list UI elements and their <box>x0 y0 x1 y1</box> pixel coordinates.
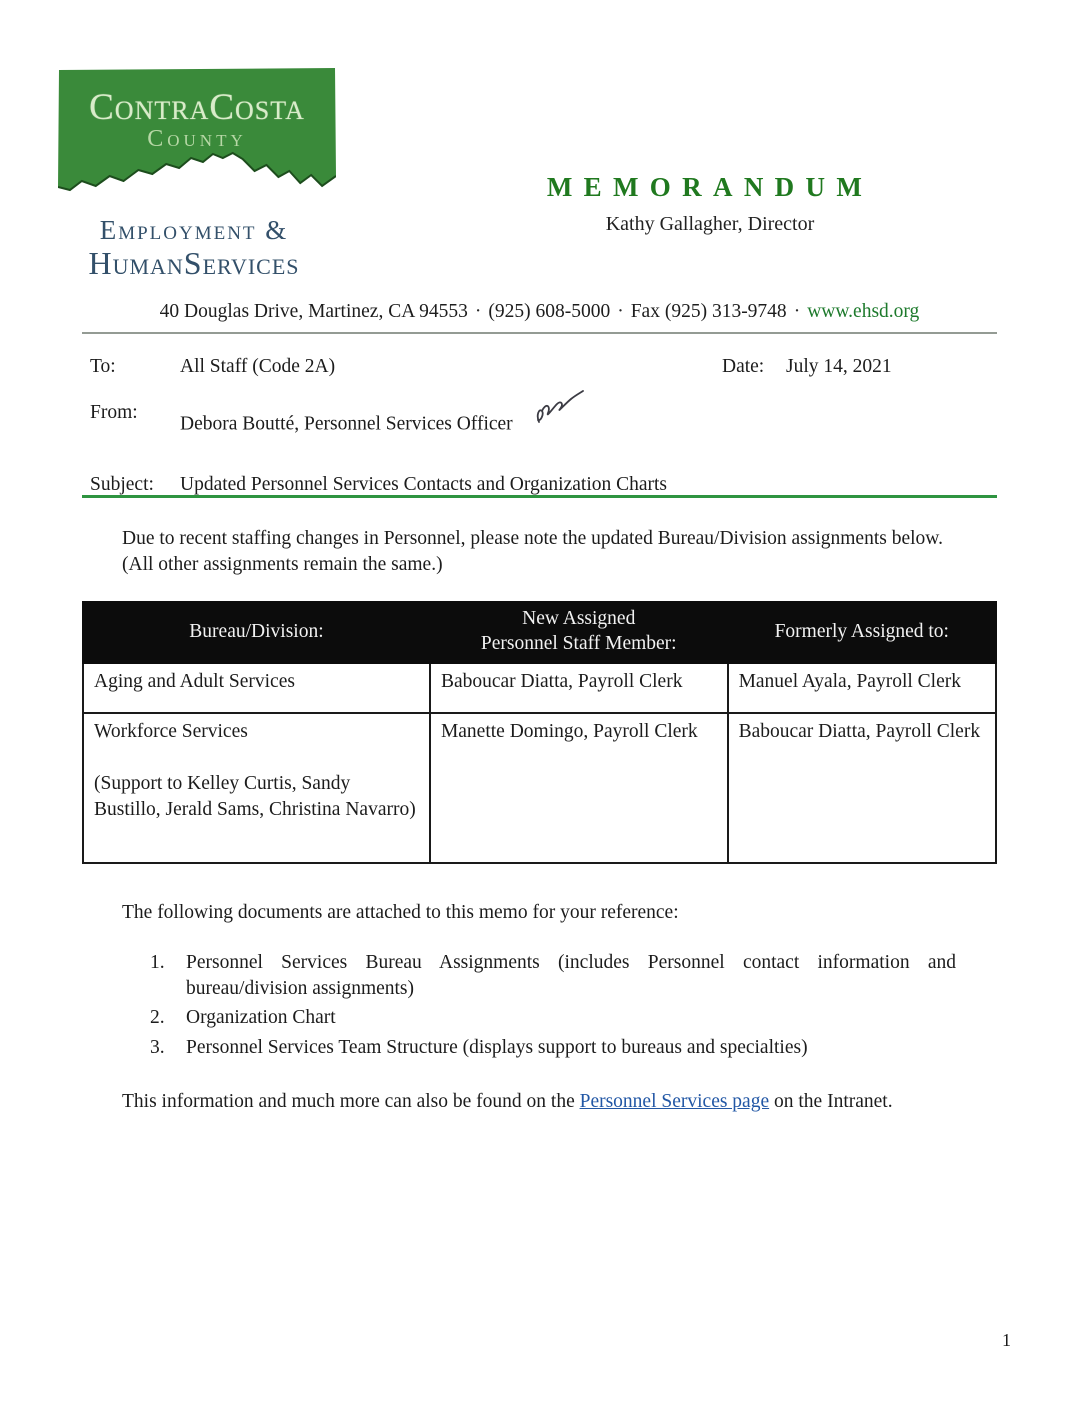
subject-value: Updated Personnel Services Contacts and Organization Charts <box>180 474 668 495</box>
list-item-text: Personnel Services Team Structure (displays support to bureaus and specialties) <box>186 1037 808 1059</box>
attachments-list <box>82 950 969 1061</box>
green-divider-rule <box>82 495 997 498</box>
department-name-line1: Employment & <box>99 215 289 245</box>
list-item-number: 2. <box>150 1007 165 1029</box>
assignments-table <box>82 601 997 864</box>
logo-county-name: ContraCosta <box>89 87 305 128</box>
new-assigned-cell: Manette Domingo, Payroll Clerk <box>430 713 728 863</box>
table-header-row <box>83 602 996 663</box>
col-header-text: Bureau/Division: <box>189 620 324 642</box>
memo-body <box>82 526 997 1115</box>
bureau-name: Aging and Adult Services <box>94 671 295 693</box>
list-item-number: 1. <box>150 951 165 973</box>
col-header-text: Personnel Staff Member: <box>480 632 677 654</box>
bureau-support-note: (Support to Kelley Curtis, Sandy Bustillo, Jerald Sams, Christina Navarro) <box>94 772 416 820</box>
bureau-name: Workforce Services <box>94 721 248 743</box>
website-link[interactable]: www.ehsd.org <box>807 301 920 322</box>
date-group <box>722 356 892 378</box>
formerly-assigned-cell: Manuel Ayala, Payroll Clerk <box>728 663 996 713</box>
county-logo <box>58 68 336 210</box>
to-value: All Staff (Code 2A) <box>180 356 336 377</box>
list-item <box>150 950 969 1001</box>
closing-text-prefix: This information and much more can also be found on the <box>122 1090 580 1112</box>
subject-label: Subject: <box>90 474 154 495</box>
personnel-services-page-link[interactable]: Personnel Services page <box>579 1090 770 1112</box>
contact-info-line <box>82 301 997 323</box>
fax-number: Fax (925) 313-9748 <box>630 301 787 322</box>
page-number: 1 <box>1002 1330 1011 1350</box>
intro-paragraph: Due to recent staffing changes in Personnel, please note the updated Bureau/Division assignments below. (All other assignments remain the same.) <box>122 528 943 575</box>
memo-header <box>470 172 950 236</box>
street-address: 40 Douglas Drive, Martinez, CA 94553 <box>159 301 468 322</box>
col-header-text: New Assigned <box>522 608 636 630</box>
phone-number: (925) 608-5000 <box>488 301 611 322</box>
department-name <box>44 216 344 281</box>
col-header-bureau <box>83 602 430 663</box>
to-label: To: <box>90 356 116 377</box>
list-item-number: 3. <box>150 1037 165 1059</box>
department-name-line2: HumanServices <box>88 244 300 281</box>
closing-paragraph <box>82 1089 997 1115</box>
bullet-separator: · <box>793 301 801 322</box>
memo-meta-fields <box>90 356 997 496</box>
attachments-intro: The following documents are attached to this memo for your reference: <box>122 902 679 924</box>
director-name: Kathy Gallagher, Director <box>605 213 815 235</box>
to-row <box>90 356 997 378</box>
subject-row <box>90 474 997 496</box>
table-row <box>83 713 996 863</box>
date-label: Date: <box>722 356 765 377</box>
col-header-formerly <box>728 602 996 663</box>
from-row <box>90 402 997 448</box>
header-divider-rule <box>82 332 997 334</box>
list-item-text: Organization Chart <box>186 1007 336 1029</box>
list-item <box>150 1035 969 1061</box>
bureau-cell <box>83 713 430 863</box>
col-header-text: Formerly Assigned to: <box>774 620 949 642</box>
closing-text-suffix: on the Intranet. <box>769 1090 893 1112</box>
from-value: Debora Boutté, Personnel Services Officer <box>180 413 513 435</box>
from-label: From: <box>90 402 138 423</box>
memo-title: MEMORANDUM <box>546 172 874 202</box>
new-assigned-cell: Baboucar Diatta, Payroll Clerk <box>430 663 728 713</box>
bullet-separator: · <box>474 301 482 322</box>
bullet-separator: · <box>617 301 624 322</box>
date-value: July 14, 2021 <box>786 356 892 377</box>
logo-county-word: County <box>147 126 247 152</box>
list-item-text: Personnel Services Bureau Assignments (includes Personnel contact information and bureau/division assignments) <box>186 951 956 999</box>
table-row <box>83 663 996 713</box>
list-item <box>150 1005 969 1031</box>
signature-icon <box>532 390 584 436</box>
bureau-cell <box>83 663 430 713</box>
col-header-new-assigned <box>430 602 728 663</box>
formerly-assigned-cell: Baboucar Diatta, Payroll Clerk <box>728 713 996 863</box>
